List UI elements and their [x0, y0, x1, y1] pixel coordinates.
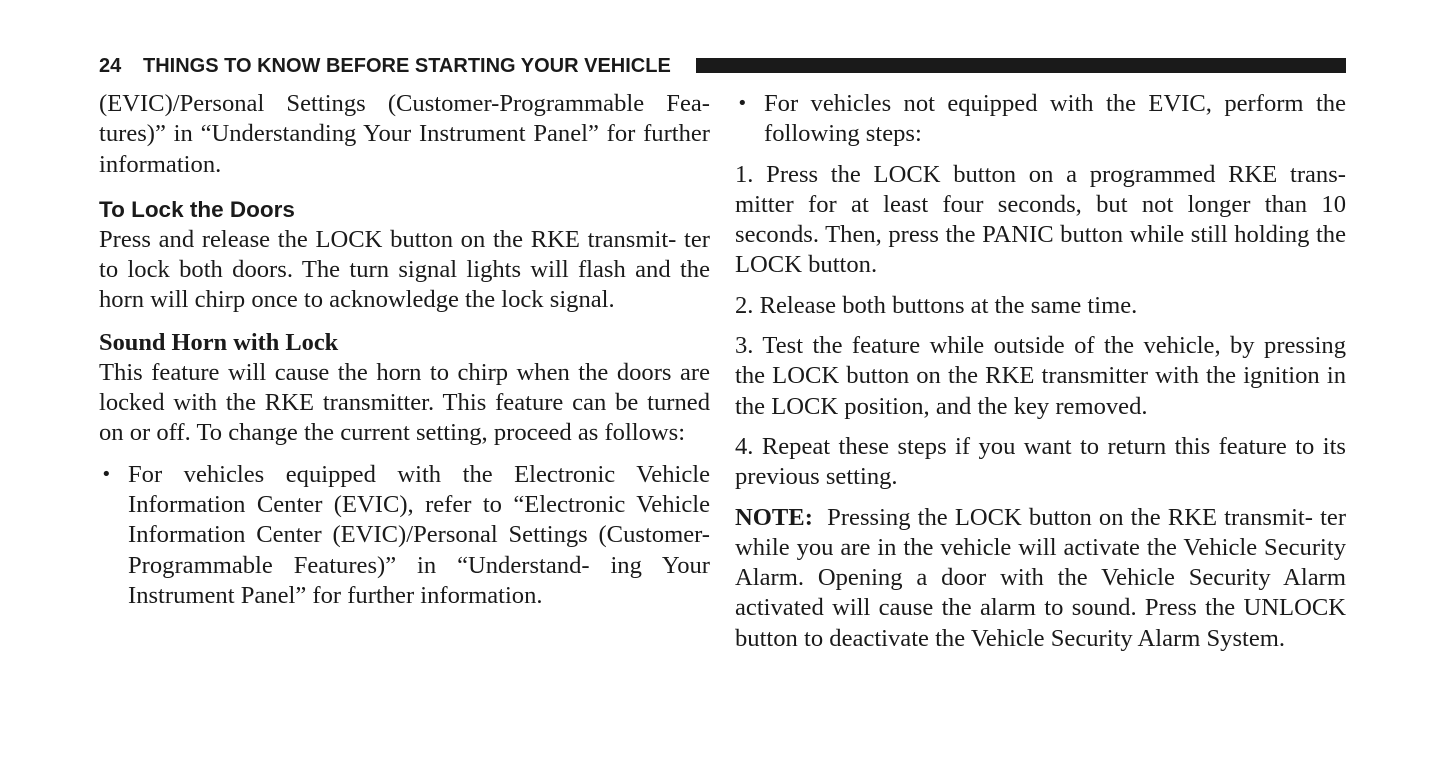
note-body: Pressing the LOCK button on the RKE transmit- ter while you are in the vehicle will activate the Vehicle Security Alarm. Opening a door with the Vehicle Security Alarm activated will cause the alarm to sound. Press the UNLOCK button to deactivate the Vehicle Security Alarm System. [735, 503, 1347, 652]
no-evic-bullet-list [735, 89, 1346, 150]
list-item [735, 89, 1346, 150]
steps-list [735, 160, 1346, 493]
chapter-title: THINGS TO KNOW BEFORE STARTING YOUR VEHICLE [143, 55, 671, 77]
step-4: 4. Repeat these steps if you want to return this feature to its previous setting. [735, 432, 1346, 491]
header-rule [696, 58, 1346, 73]
bullet-icon: • [737, 93, 748, 114]
note-label: NOTE: [735, 503, 813, 531]
sound-horn-paragraph: This feature will cause the horn to chirp when the doors are locked with the RKE transmitter. This feature can be turned on or off. To change the current setting, proceed as follows: [99, 358, 710, 447]
bullet-text-evic: For vehicles equipped with the Electronic Vehicle Information Center (EVIC), refer to “Electronic Vehicle Information Center (EVIC)/Personal Settings (Customer-Programmable Features)” in “Understand- ing Your Instrument Panel” for further information. [128, 460, 710, 609]
step-2: 2. Release both buttons at the same time. [735, 291, 1138, 319]
step-3: 3. Test the feature while outside of the vehicle, by pressing the LOCK button on the RKE transmitter with the ignition in the LOCK position, and the key removed. [735, 332, 1346, 420]
intro-paragraph: (EVIC)/Personal Settings (Customer-Programmable Fea- tures)” in “Understanding Your Instrument Panel” for further information. [99, 90, 710, 178]
bullet-text-no-evic: For vehicles not equipped with the EVIC, perform the following steps: [764, 90, 1346, 148]
lock-doors-paragraph: Press and release the LOCK button on the RKE transmit- ter to lock both doors. The turn signal lights will flash and the horn will chirp once to acknowledge the lock signal. [99, 225, 710, 314]
evic-bullet-list [99, 460, 710, 611]
left-column [99, 89, 710, 611]
note-paragraph [735, 503, 1346, 654]
step-1: 1. Press the LOCK button on a programmed RKE trans- mitter for at least four seconds, but not longer than 10 seconds. Then, press the PANIC button while still holding the LOCK button. [735, 160, 1346, 279]
page-number: 24 [99, 55, 122, 77]
right-column [735, 89, 1346, 654]
bullet-icon: • [101, 463, 112, 485]
sound-horn-heading: Sound Horn with Lock [99, 328, 339, 356]
lock-doors-heading: To Lock the Doors [99, 196, 295, 222]
list-item [99, 460, 710, 611]
page-header [99, 54, 1346, 78]
